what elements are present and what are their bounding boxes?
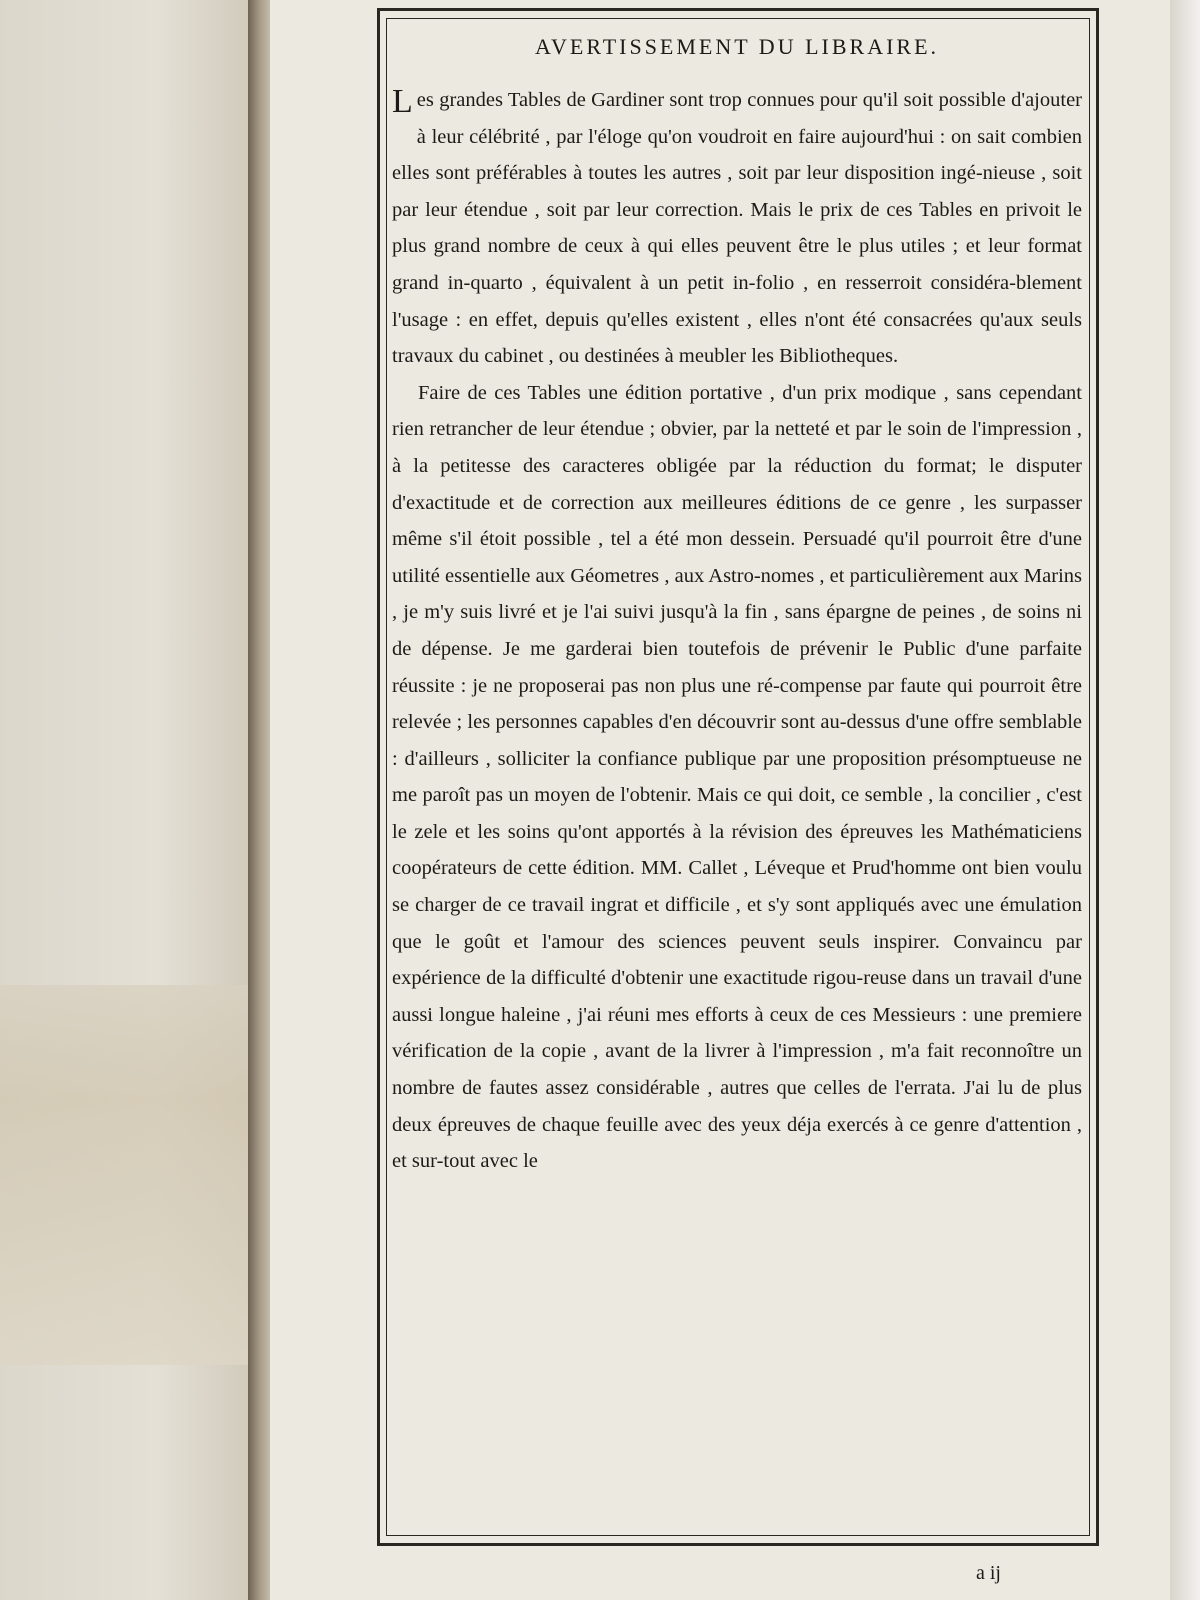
paragraph-2: Faire de ces Tables une édition portative , d'un prix modique , sans cependant rien retrancher de leur étendue ; obvier, par la netteté et par le soin de l'impression , à la petitesse des caracteres obligée par la réduction du format; le disputer d'exactitude et de correction aux meilleures éditions de ce genre , les surpasser même s'il étoit possible , tel a été mon dessein. Persuadé qu'il pourroit être d'une utilité essentielle aux Géometres , aux Astro-nomes , et particulièrement aux Marins , je m'y suis livré et je l'ai suivi jusqu'à la fin , sans épargne de peines , de soins ni de dépense. Je me garderai bien toutefois de prévenir le Public d'une parfaite réussite : je ne proposerai pas non plus une ré-compense par faute qui pourroit être relevée ; les personnes capables d'en découvrir sont au-dessus d'une offre semblable : d'ailleurs , solliciter la confiance publique par une proposition présomptueuse ne me paroît pas un moyen de l'obtenir. Mais ce qui doit, ce semble , la concilier , c'est le zele et les soins qu'ont apportés à la révision des épreuves les Mathématiciens coopérateurs de cette édition. MM. Callet , Léveque et Prud'homme ont bien voulu se charger de ce travail ingrat et difficile , et s'y sont appliqués avec une émulation que le goût et l'amour des sciences peuvent seuls inspirer. Convaincu par expérience de la difficulté d'obtenir une exactitude rigou-reuse dans un travail d'une aussi longue haleine , j'ai réuni mes efforts à ceux de ces Messieurs : une premiere vérification de la copie , avant de la livrer à l'impression , m'a fait reconnoître un nombre de fautes assez considérable , autres que celles de l'errata. J'ai lu de plus deux épreuves de chaque feuille avec des yeux déja exercés à ce genre d'attention , et sur-tout avec le [392, 381, 1082, 1173]
paragraph-1: Les grandes Tables de Gardiner sont trop connues pour qu'il soit possible d'ajouter à leur célébrité , par l'éloge qu'on voudroit en faire aujourd'hui : on sait combien elles sont préférables à toutes les autres , soit par leur disposition ingé-nieuse , soit par leur étendue , soit par leur correction. Mais le prix de ces Tables en privoit le plus grand nombre de ceux à qui elles peuvent être le plus utiles ; et leur format grand in-quarto , équivalent à un petit in-folio , en resserroit considéra-blement l'usage : en effet, depuis qu'elles existent , elles n'ont été consacrées qu'aux seuls travaux du cabinet , ou destinées à meubler les Bibliotheques. [392, 83, 1082, 368]
signature-mark: a ij [976, 1562, 1001, 1584]
page-heading: AVERTISSEMENT DU LIBRAIRE. [534, 34, 940, 59]
water-stain [0, 985, 250, 1365]
page-text-block [392, 34, 1082, 1180]
left-page [0, 0, 262, 1600]
page-edge [1170, 0, 1200, 1600]
